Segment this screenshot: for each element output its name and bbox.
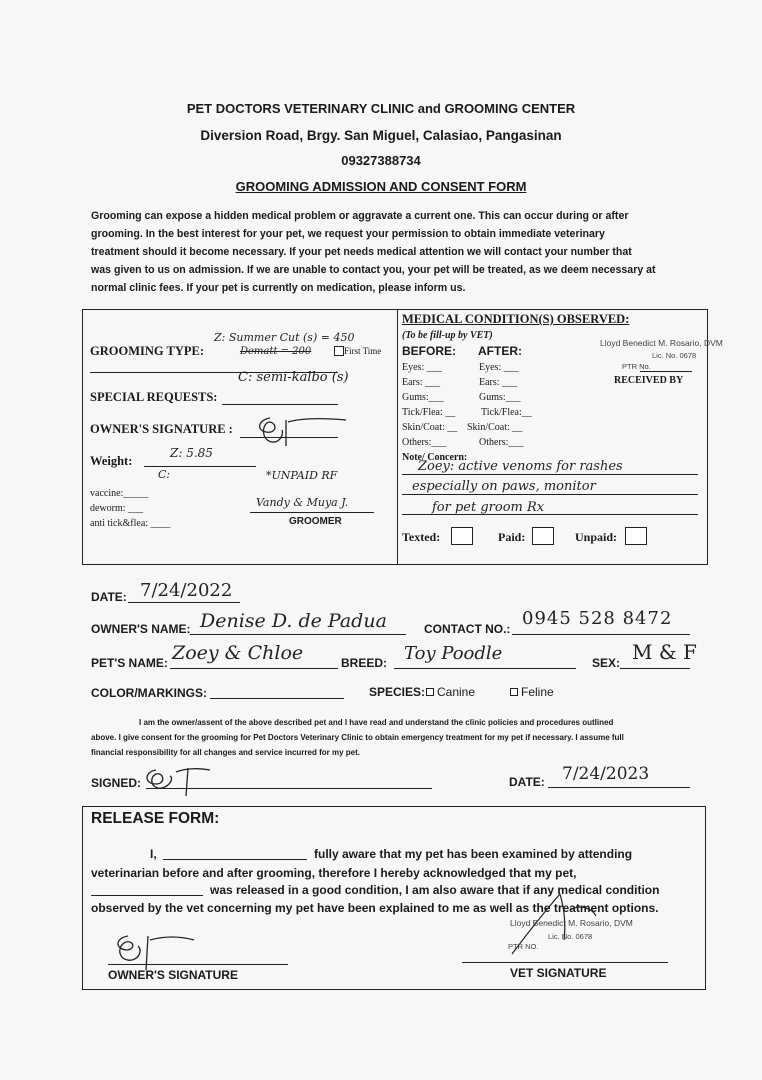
release-owner-signature-label: OWNER'S SIGNATURE [108,968,238,982]
form-title: GROOMING ADMISSION AND CONSENT FORM [235,179,527,194]
date-field[interactable] [128,602,240,603]
received-by-label: RECEIVED BY [614,375,684,386]
contact-value: 0945 528 8472 [522,608,673,629]
medical-before-item[interactable]: Ears: ___ [402,377,441,388]
unpaid-note: *UNPAID RF [266,469,338,482]
vet-stamp-name: Lloyd Benedict M. Rosario, DVM [600,338,723,348]
owner-name-label: OWNER'S NAME: [91,622,191,636]
deworm-label[interactable]: deworm: ___ [90,503,144,514]
medical-subtitle: (To be fill-up by VET) [402,330,493,341]
signed-label: SIGNED: [91,776,142,790]
after-label: AFTER: [478,344,522,358]
sex-label: SEX: [592,656,621,670]
clinic-name: PET DOCTORS VETERINARY CLINIC and GROOMING CENTER [186,101,576,116]
consent-line: above. I give consent for the grooming for Pet Doctors Veterinary Clinic to obtain emergency treatment for my pet if necessary. I assume full [91,733,624,742]
vet-stamp-ptr-line [640,371,692,372]
consent-paragraph [91,715,697,760]
before-label: BEFORE: [402,344,456,358]
medical-after-item[interactable]: Others:___ [479,437,524,448]
medical-before-item[interactable]: Gums:___ [402,392,444,403]
medical-before-item[interactable]: Tick/Flea: __ [402,407,456,418]
medical-title: MEDICAL CONDITION(S) OBSERVED: [402,312,630,326]
release-vet-signature-label: VET SIGNATURE [510,966,607,980]
intro-line: grooming. In the best interest for your pet, we request your permission to obtain immediate veterinary [91,228,605,240]
date-value: 7/24/2022 [140,580,233,601]
unpaid-checkbox[interactable] [625,527,647,545]
color-markings-field[interactable] [210,698,344,699]
weight-value-z: Z: 5.85 [170,446,213,460]
special-requests-field[interactable] [222,404,338,405]
pet-name-value: Zoey & Chloe [172,642,304,664]
antitick-label[interactable]: anti tick&flea: ____ [90,518,171,529]
consent-line: financial responsibility for all changes and service incurred for my pet. [91,748,360,757]
groomer-names: Vandy & Muya J. [256,496,349,509]
signed-date-field[interactable] [548,787,690,788]
canine-label: Canine [437,685,476,699]
weight-field[interactable] [144,466,256,467]
grooming-type-line3[interactable]: C: semi-kalbo (s) [238,370,349,385]
pet-name-field[interactable] [170,668,338,669]
release-name-field[interactable] [163,859,307,860]
owner-signature-label: OWNER'S SIGNATURE : [90,422,233,436]
intro-line: treatment should it become necessary. If your pet needs medical attention we will contact your number that [91,246,632,258]
texted-label: Texted: [402,530,441,544]
note-rule [402,494,698,495]
intro-line: was given to us on admission. If we are unable to contact you, your pet will be treated, as we deem necessary at [91,264,656,276]
pet-name-label: PET'S NAME: [91,656,168,670]
intro-line: normal clinic fees. If your pet is currently on medication, please inform us. [91,282,466,294]
consent-line: I am the owner/assent of the above described pet and I have read and understand the clinic policies and procedures outlined [139,718,614,727]
medical-after-item[interactable]: Eyes: ___ [479,362,519,373]
release-pet-field[interactable] [91,895,203,896]
unpaid-label: Unpaid: [575,530,618,544]
first-time-label: First Time [344,346,382,356]
vet-signature-scribble [500,890,610,960]
first-time-checkbox[interactable] [334,346,344,356]
note-line-2[interactable]: especially on paws, monitor [412,479,596,494]
medical-before-item[interactable]: Eyes: ___ [402,362,442,373]
feline-checkbox[interactable] [510,688,518,696]
vet-stamp-license: Lic. No. 0678 [652,351,697,360]
paid-checkbox[interactable] [532,527,554,545]
weight-value-c: C: [158,468,171,481]
groomer-field[interactable] [250,512,374,513]
special-requests-label: SPECIAL REQUESTS: [90,390,218,404]
groomer-label: GROOMER [289,516,342,527]
contact-label: CONTACT NO.: [424,622,511,636]
date-label: DATE: [91,590,127,604]
intro-line: Grooming can expose a hidden medical problem or aggravate a current one. This can occur during or after [91,210,629,222]
weight-label: Weight: [90,454,133,468]
release-stamp-ptr: PTR NO. [508,942,539,951]
release-owner-signature-field[interactable] [108,964,288,965]
release-line4: observed by the vet concerning my pet have been explained to me as well as the treatment options. [91,901,659,915]
release-line3: was released in a good condition, I am also aware that if any medical condition [210,883,660,897]
medical-before-item[interactable]: Skin/Coat: __ [402,422,458,433]
release-line2: veterinarian before and after grooming, therefore I hereby acknowledged that my pet, [91,866,577,880]
note-rule [402,474,698,475]
note-line-1[interactable]: Zoey: active venoms for rashes [418,459,623,474]
signed-signature-scribble [140,760,220,796]
grooming-type-label: GROOMING TYPE: [90,344,205,358]
clinic-phone: 09327388734 [341,153,421,168]
owner-name-value: Denise D. de Padua [200,610,387,632]
sex-field[interactable] [620,668,690,669]
texted-checkbox[interactable] [451,527,473,545]
breed-value: Toy Poodle [404,643,503,664]
sex-value: M & F [632,640,697,664]
paid-label: Paid: [498,530,526,544]
breed-label: BREED: [341,656,388,670]
release-line1-a: I, [150,847,157,861]
note-label: Note/ Concern: [402,452,468,463]
intro-paragraph [91,207,697,297]
canine-checkbox[interactable] [426,688,434,696]
grooming-type-line2[interactable]: Dematt = 200 [240,346,312,357]
medical-after-item[interactable]: Gums:___ [479,392,521,403]
species-label: SPECIES: [369,685,426,699]
owner-name-field[interactable] [190,634,406,635]
medical-after-item[interactable]: Skin/Coat: __ [467,422,523,433]
release-owner-signature-scribble [104,928,214,972]
release-stamp-name: Lloyd Benedict M. Rosario, DVM [510,918,633,928]
owner-signature-scribble [252,412,348,448]
grooming-type-line1[interactable]: Z: Summer Cut (s) = 450 [214,331,355,344]
color-markings-label: COLOR/MARKINGS: [91,686,207,700]
breed-field[interactable] [394,668,576,669]
box-divider [397,309,398,565]
release-line1-b: fully aware that my pet has been examined by attending [314,847,633,861]
medical-before-item[interactable]: Others:___ [402,437,447,448]
clinic-address: Diversion Road, Brgy. San Miguel, Calasiao, Pangasinan [200,128,562,143]
note-line-3[interactable]: for pet groom Rx [432,500,545,515]
signed-date-value: 7/24/2023 [562,764,650,784]
release-stamp-license: Lic. No. 0678 [548,932,593,941]
release-title: RELEASE FORM: [91,810,220,827]
medical-after-item[interactable]: Tick/Flea:__ [481,407,532,418]
medical-after-item[interactable]: Ears: ___ [479,377,518,388]
signed-date-label: DATE: [509,775,545,789]
contact-field[interactable] [512,634,690,635]
release-vet-signature-field[interactable] [462,962,668,963]
vet-stamp-ptr: PTR No. [622,362,651,371]
vaccine-label[interactable]: vaccine:_____ [90,488,149,499]
feline-label: Feline [521,685,554,699]
